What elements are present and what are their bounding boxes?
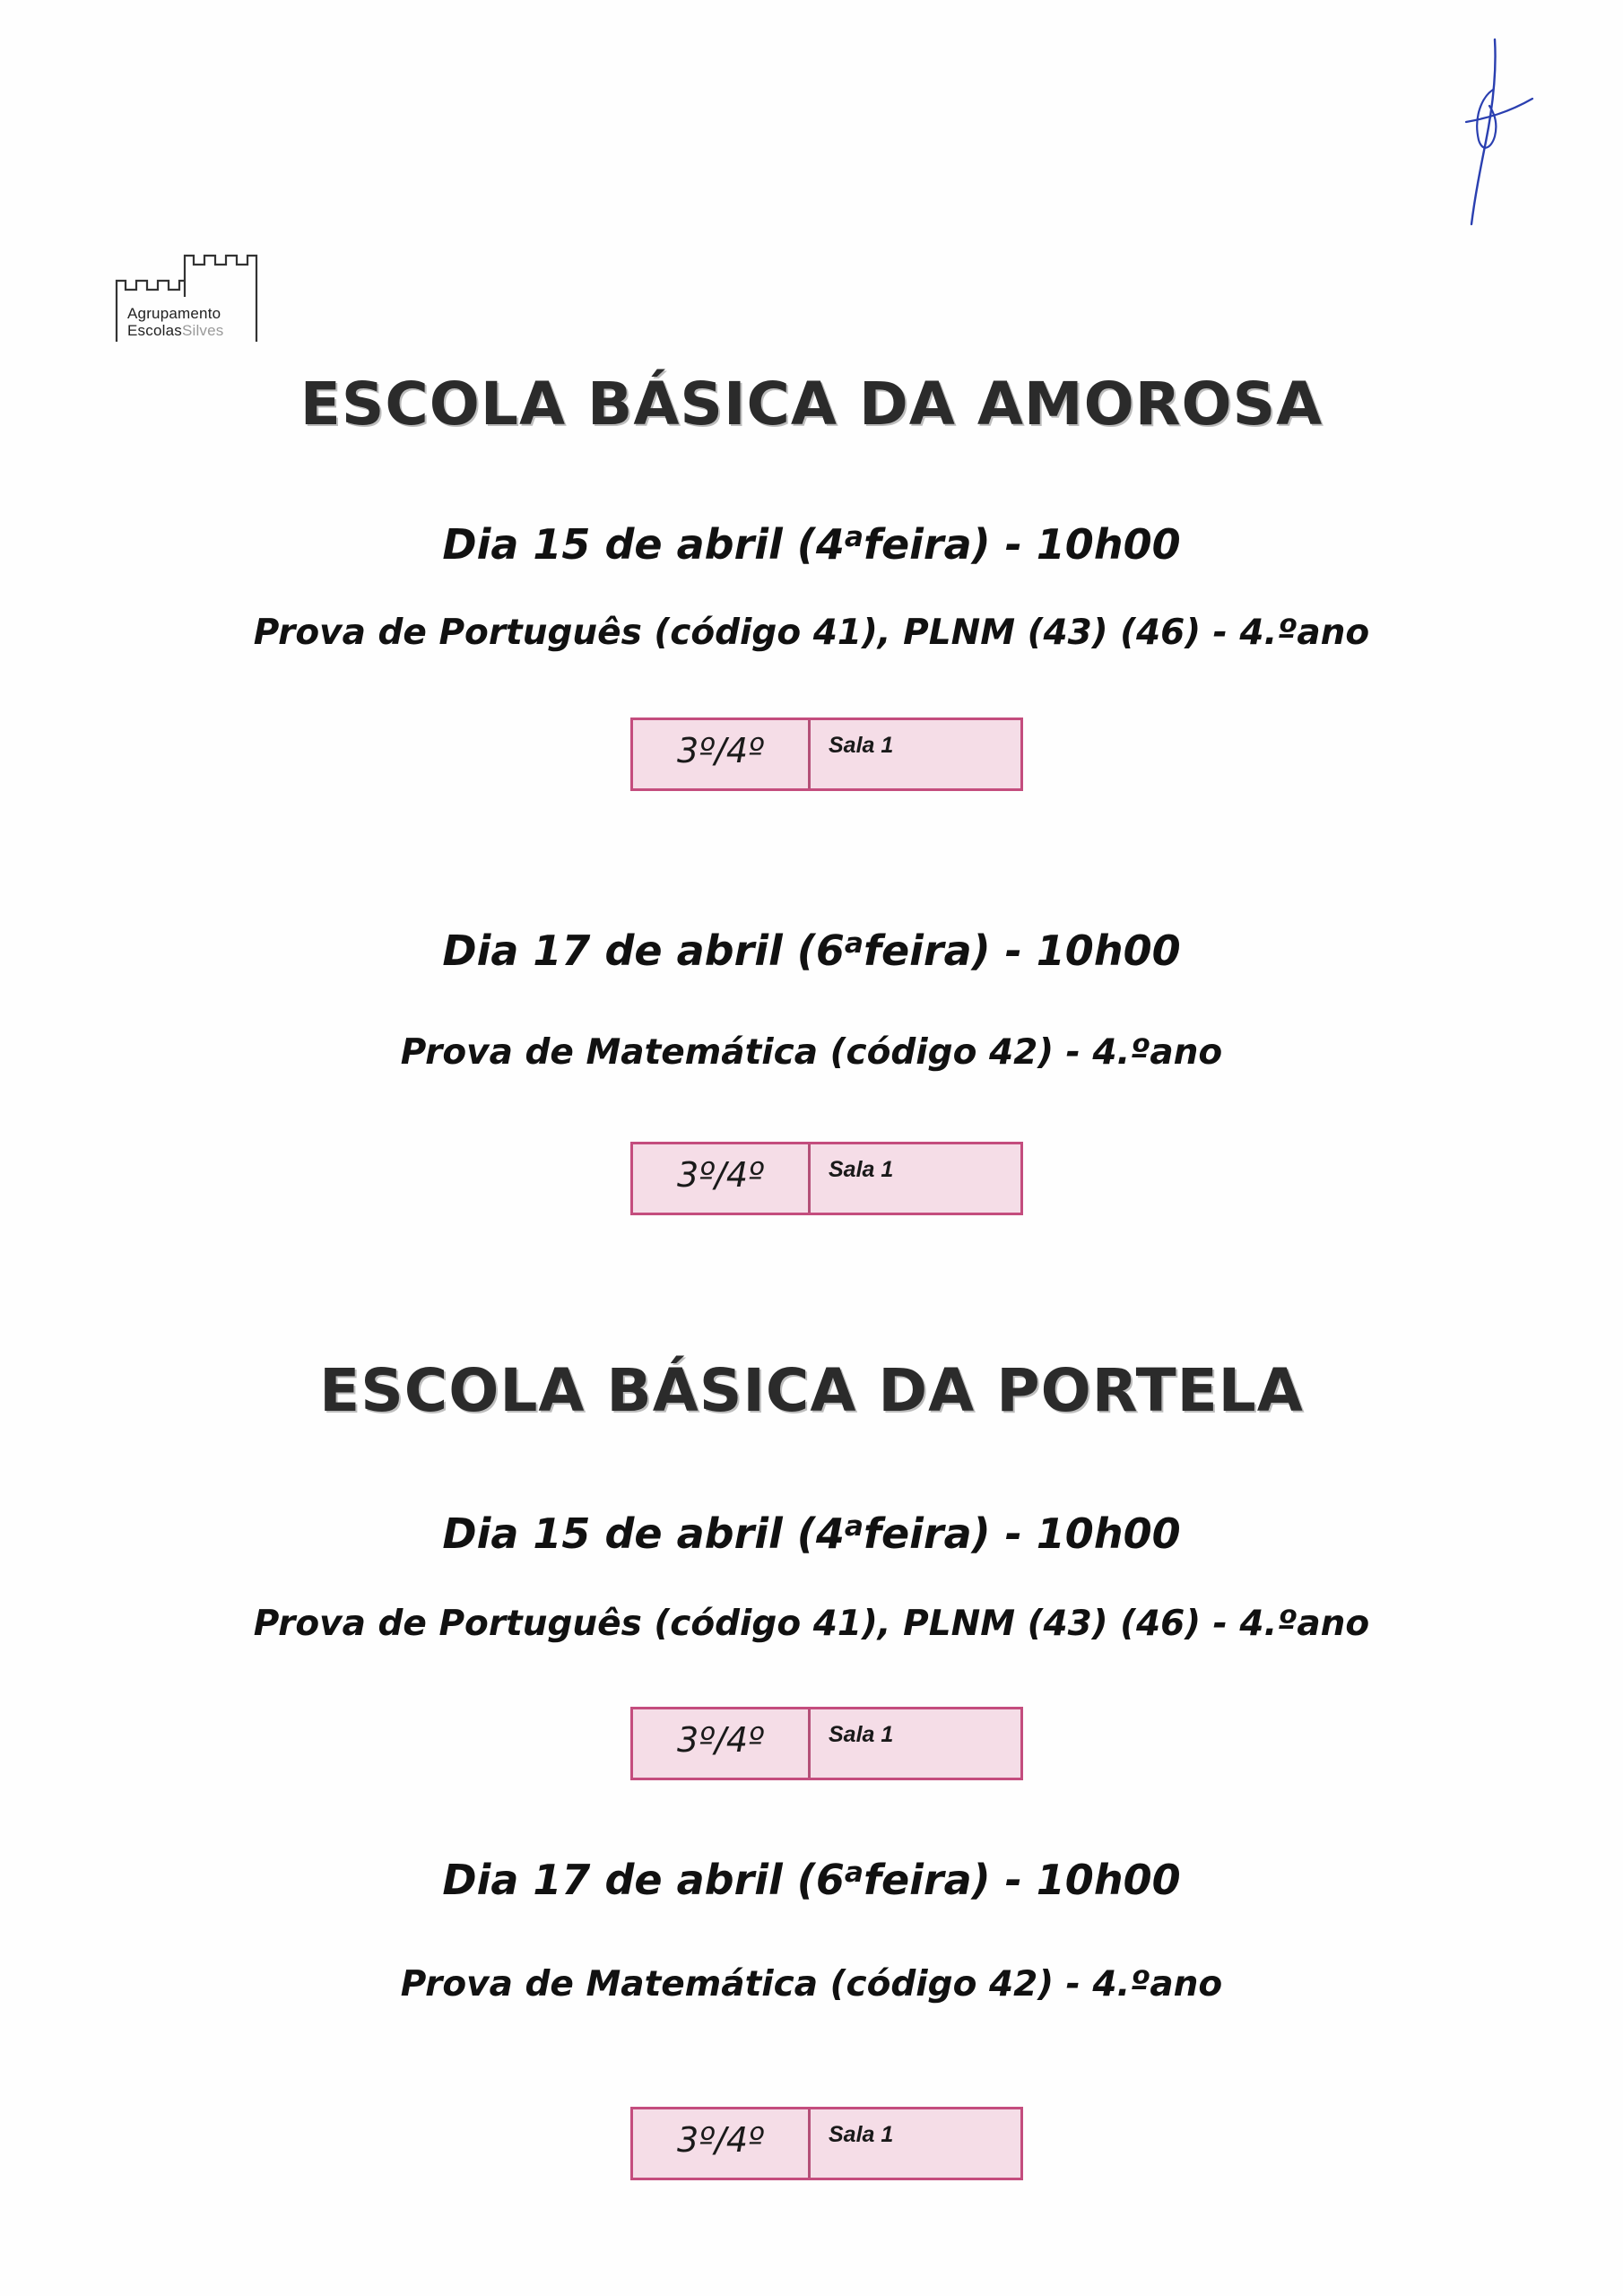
room-table bbox=[630, 1707, 1023, 1780]
exam-day-line: Dia 17 de abril (6$^a$feira) - 10h00 bbox=[442, 1856, 1181, 1904]
logo-line-2: EscolasSilves bbox=[127, 322, 224, 339]
room-table bbox=[630, 1142, 1023, 1215]
year-cell: 3º/4º bbox=[633, 2109, 811, 2178]
room-cell: Sala 1 bbox=[829, 2122, 894, 2147]
handwritten-signature-icon bbox=[1439, 34, 1538, 231]
exam-day-line: Dia 17 de abril (6$^a$feira) - 10h00 bbox=[442, 926, 1181, 975]
room-table bbox=[630, 2107, 1023, 2180]
school-title-amorosa: ESCOLA BÁSICA DA AMOROSA bbox=[299, 370, 1324, 439]
exam-day-line: Dia 15 de abril (4$^a$feira) - 10h00 bbox=[442, 1509, 1181, 1558]
year-cell: 3º/4º bbox=[633, 1709, 811, 1778]
room-table bbox=[630, 718, 1023, 791]
room-cell: Sala 1 bbox=[829, 1722, 894, 1747]
school-group-logo bbox=[115, 254, 258, 344]
exam-description: Prova de Português (código 41), PLNM (43) (46) - 4.ºano bbox=[253, 613, 1370, 653]
exam-day-line: Dia 15 de abril (4$^a$feira) - 10h00 bbox=[442, 520, 1181, 569]
room-cell: Sala 1 bbox=[829, 1157, 894, 1182]
exam-description: Prova de Matemática (código 42) - 4.ºano bbox=[400, 1032, 1223, 1073]
logo-line-1: Agrupamento bbox=[127, 305, 221, 322]
year-cell: 3º/4º bbox=[633, 720, 811, 788]
room-cell: Sala 1 bbox=[829, 733, 894, 758]
exam-description: Prova de Matemática (código 42) - 4.ºano bbox=[400, 1964, 1223, 2005]
school-title-portela: ESCOLA BÁSICA DA PORTELA bbox=[319, 1356, 1304, 1425]
year-cell: 3º/4º bbox=[633, 1144, 811, 1213]
exam-description: Prova de Português (código 41), PLNM (43) (46) - 4.ºano bbox=[253, 1604, 1370, 1644]
